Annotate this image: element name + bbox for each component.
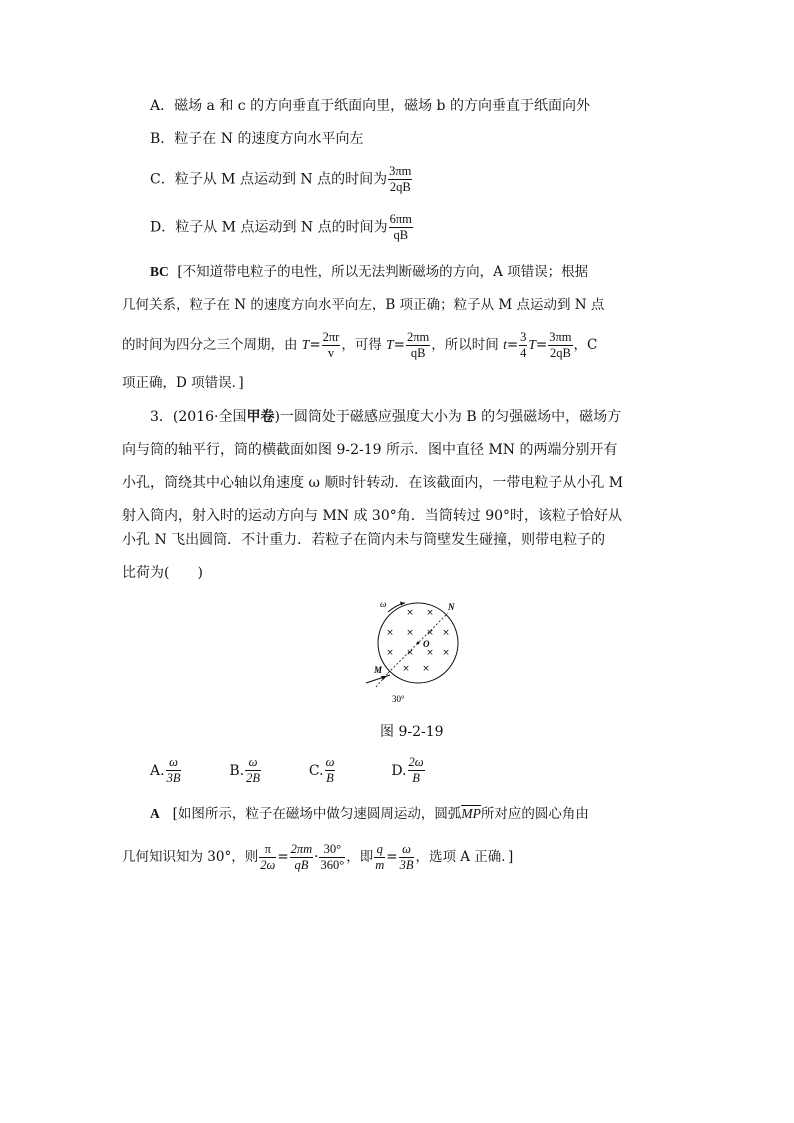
- svg-text:×: ×: [426, 608, 434, 618]
- arc-mp: MP: [461, 806, 481, 821]
- q3-options: [150, 755, 426, 786]
- solution-2-line-4: 项正确，D 项错误．]: [122, 375, 244, 391]
- svg-text:×: ×: [386, 648, 394, 658]
- o-label: O: [423, 639, 430, 649]
- option-c-text: C．粒子从 M 点运动到 N 点的时间为: [150, 171, 388, 188]
- q3-option-c: C. $\frac{\omega}{B}$: [308, 755, 335, 785]
- option-b: B．粒子在 N 的速度方向水平向左: [150, 131, 364, 147]
- question-3-line-1: 3．(2016·全国甲卷)一圆筒处于磁感应强度大小为 B 的匀强磁场中，磁场方: [150, 409, 622, 425]
- angle-label: 30°: [392, 694, 405, 704]
- q3-option-a: A. $\frac{\omega}{3B}$: [150, 755, 181, 785]
- question-3-line-6: 比荷为( ): [122, 565, 203, 581]
- entry-line: [376, 673, 388, 687]
- figure-caption: 图 9-2-19: [380, 724, 444, 740]
- svg-text:×: ×: [406, 608, 414, 618]
- solution-3-line-1: A [如图所示，粒子在磁场中做匀速圆周运动，圆弧MP所对应的圆心角由: [150, 806, 589, 822]
- option-d-fraction: $\frac{6\pi m}{qB}$: [389, 212, 412, 242]
- solution-2-line-1: BC [不知道带电粒子的电性，所以无法判断磁场的方向，A 项错误；根据: [150, 264, 589, 280]
- svg-text:×: ×: [422, 664, 430, 674]
- option-c-fraction: $\frac{3\pi m}{2qB}$: [389, 164, 412, 194]
- question-3-line-2: 向与筒的轴平行，筒的横截面如图 9-2-19 所示．图中直径 MN 的两端分别开有: [122, 442, 618, 458]
- solution-3-answer: A: [150, 806, 160, 821]
- n-label: N: [448, 602, 455, 612]
- question-3-line-3: 小孔，筒绕其中心轴以角速度 ω 顺时针转动．在该截面内，一带电粒子从小孔 M: [122, 475, 624, 491]
- question-3-line-4: 射入筒内，射入时的运动方向与 MN 成 30°角．当筒转过 90°时，该粒子恰好从: [122, 508, 623, 524]
- period-fraction-m: $\frac{2\pi m}{qB}$: [406, 330, 430, 360]
- solution-2-answer: BC: [150, 264, 169, 279]
- solution-2-line-3: 的时间为四分之三个周期，由 T= $\frac{2\pi r}{v}$ ，可得 T= $\frac{2\pi m}{qB}$ ，所以时间 t= $\frac{3}{4}$ T= $\frac{3\pi m}{2qB}$ ，C: [122, 330, 598, 360]
- question-3-line-5: 小孔 N 飞出圆筒．不计重力．若粒子在筒内未与筒壁发生碰撞，则带电粒子的: [122, 532, 606, 548]
- svg-text:×: ×: [386, 628, 394, 638]
- solution-3-line-2: 几何知识知为 30°，则 $\frac{\pi}{2\omega}$ = $\frac{2\pi m}{qB}$ · $\frac{30^\circ}{360^\circ}$ ，即 $\frac{q}{m}$ = $\frac{\omega}{3B}$ ，选项 A 正确．]: [122, 842, 514, 872]
- omega-label: ω: [380, 599, 387, 609]
- svg-text:×: ×: [442, 628, 450, 638]
- svg-text:×: ×: [402, 664, 410, 674]
- option-d: [150, 212, 414, 243]
- field-crosses: [386, 608, 450, 674]
- three-quarters-fraction: $\frac{3}{4}$: [520, 330, 527, 360]
- m-label: M: [374, 665, 383, 675]
- time-fraction: $\frac{3\pi m}{2qB}$: [549, 330, 572, 360]
- svg-text:×: ×: [426, 628, 434, 638]
- magnetic-cylinder-figure: [360, 595, 470, 710]
- option-a: A．磁场 a 和 c 的方向垂直于纸面向里，磁场 b 的方向垂直于纸面向外: [150, 98, 590, 114]
- option-d-text: D．粒子从 M 点运动到 N 点的时间为: [150, 219, 388, 236]
- svg-text:×: ×: [426, 648, 434, 658]
- svg-text:×: ×: [406, 648, 414, 658]
- q3-option-d: D. $\frac{2\omega}{B}$: [391, 755, 424, 785]
- svg-text:×: ×: [406, 628, 414, 638]
- period-fraction-r: $\frac{2\pi r}{v}$: [322, 330, 340, 360]
- svg-text:×: ×: [442, 648, 450, 658]
- solution-2-line-2: 几何关系，粒子在 N 的速度方向水平向左，B 项正确；粒子从 M 点运动到 N 点: [122, 297, 605, 313]
- center-point: [417, 642, 420, 645]
- option-c: [150, 164, 413, 195]
- q3-option-b: B. $\frac{\omega}{2B}$: [229, 755, 260, 785]
